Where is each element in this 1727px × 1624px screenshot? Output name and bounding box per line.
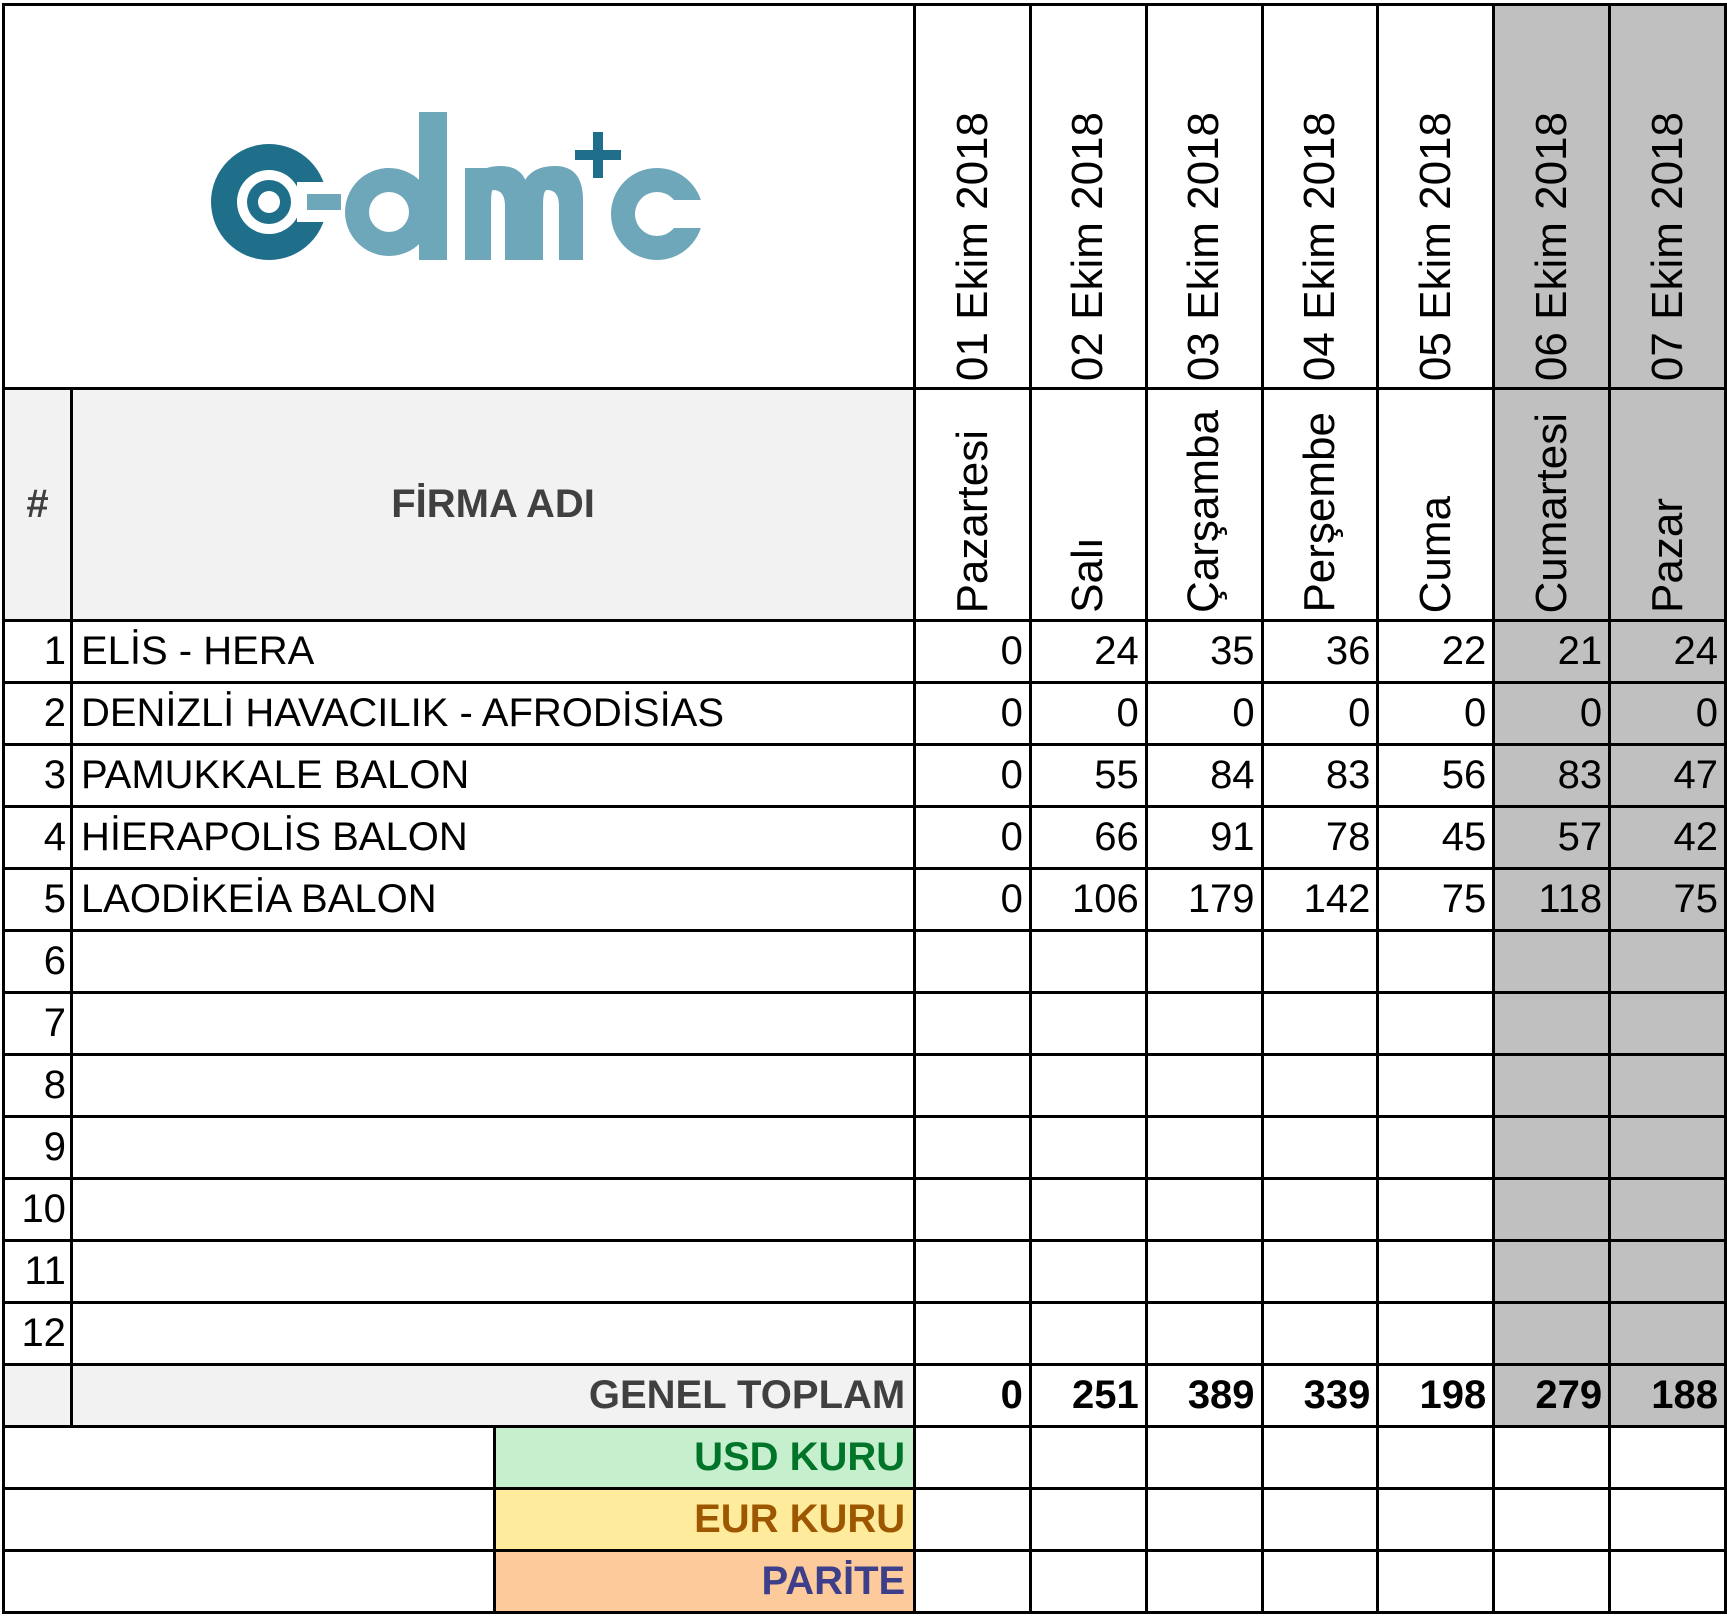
empty-cell: [4, 1427, 495, 1489]
value-cell[interactable]: [1610, 993, 1726, 1055]
spreadsheet: [2, 3, 1727, 1614]
value-cell[interactable]: [1030, 1055, 1146, 1117]
total-index-cell: [4, 1365, 72, 1427]
usd-rate-row: [4, 1427, 1726, 1489]
value-cell[interactable]: 24: [1030, 621, 1146, 683]
value-cell[interactable]: 142: [1262, 869, 1378, 931]
value-cell[interactable]: 118: [1494, 869, 1610, 931]
rate-cell[interactable]: [1494, 1551, 1610, 1613]
company-name-cell[interactable]: [71, 1055, 914, 1117]
rate-cell[interactable]: [915, 1489, 1031, 1551]
total-value: 339: [1262, 1365, 1378, 1427]
table-row: [4, 1303, 1726, 1365]
rate-cell[interactable]: [1494, 1427, 1610, 1489]
day-cell: [1030, 389, 1146, 621]
rate-cell[interactable]: [1378, 1489, 1494, 1551]
table-row: [4, 1055, 1726, 1117]
day-label: Pazartesi: [947, 429, 997, 613]
empty-cell: [4, 1551, 495, 1613]
date-cell: [1030, 5, 1146, 389]
table-row: [4, 807, 1726, 869]
rate-cell[interactable]: [1378, 1551, 1494, 1613]
date-cell: [1146, 5, 1262, 389]
rate-cell[interactable]: [1262, 1551, 1378, 1613]
value-cell[interactable]: [1146, 993, 1262, 1055]
row-index: 4: [4, 807, 72, 869]
value-cell[interactable]: [1378, 1241, 1494, 1303]
total-value: 251: [1030, 1365, 1146, 1427]
value-cell[interactable]: 83: [1494, 745, 1610, 807]
value-cell[interactable]: [1146, 1241, 1262, 1303]
company-name-cell[interactable]: ELİS - HERA: [71, 621, 914, 683]
total-row: [4, 1365, 1726, 1427]
table-row: [4, 1241, 1726, 1303]
value-cell[interactable]: 0: [1262, 683, 1378, 745]
company-name-cell[interactable]: LAODİKEİA BALON: [71, 869, 914, 931]
rate-cell[interactable]: [1610, 1489, 1726, 1551]
value-cell[interactable]: 57: [1494, 807, 1610, 869]
value-cell[interactable]: [1610, 1303, 1726, 1365]
value-cell[interactable]: [1610, 1241, 1726, 1303]
value-cell[interactable]: [1610, 931, 1726, 993]
report-table: [2, 3, 1727, 1614]
value-cell[interactable]: 55: [1030, 745, 1146, 807]
total-value: 188: [1610, 1365, 1726, 1427]
rate-cell[interactable]: [1610, 1551, 1726, 1613]
rate-cell[interactable]: [1494, 1489, 1610, 1551]
value-cell[interactable]: [1378, 1117, 1494, 1179]
value-cell[interactable]: [1494, 993, 1610, 1055]
value-cell[interactable]: 0: [915, 683, 1031, 745]
value-cell[interactable]: [1030, 931, 1146, 993]
row-index: 3: [4, 745, 72, 807]
value-cell[interactable]: [1494, 931, 1610, 993]
value-cell[interactable]: [915, 1117, 1031, 1179]
company-name-cell[interactable]: [71, 993, 914, 1055]
value-cell[interactable]: [1262, 993, 1378, 1055]
value-cell[interactable]: 47: [1610, 745, 1726, 807]
value-cell[interactable]: [1378, 993, 1494, 1055]
value-cell[interactable]: [1494, 1303, 1610, 1365]
total-value: 0: [915, 1365, 1031, 1427]
rate-cell[interactable]: [1378, 1427, 1494, 1489]
value-cell[interactable]: [1262, 1241, 1378, 1303]
value-cell[interactable]: 22: [1378, 621, 1494, 683]
row-index: 11: [4, 1241, 72, 1303]
value-cell[interactable]: 0: [1378, 683, 1494, 745]
value-cell[interactable]: [1262, 1303, 1378, 1365]
row-index: 6: [4, 931, 72, 993]
date-label: 03 Ekim 2018: [1179, 111, 1229, 381]
value-cell[interactable]: [1262, 1117, 1378, 1179]
row-index: 1: [4, 621, 72, 683]
date-cell: [1378, 5, 1494, 389]
company-name-cell[interactable]: [71, 1117, 914, 1179]
rate-cell[interactable]: [1146, 1489, 1262, 1551]
value-cell[interactable]: 0: [1494, 683, 1610, 745]
row-index: 10: [4, 1179, 72, 1241]
company-name-header: FİRMA ADI: [71, 389, 914, 621]
value-cell[interactable]: [1146, 1117, 1262, 1179]
total-value: 279: [1494, 1365, 1610, 1427]
table-row: [4, 745, 1726, 807]
value-cell[interactable]: 0: [1610, 683, 1726, 745]
company-name-cell[interactable]: PAMUKKALE BALON: [71, 745, 914, 807]
value-cell[interactable]: [915, 1179, 1031, 1241]
value-cell[interactable]: 91: [1146, 807, 1262, 869]
value-cell[interactable]: 0: [915, 869, 1031, 931]
table-row: [4, 1179, 1726, 1241]
value-cell[interactable]: [915, 1241, 1031, 1303]
value-cell[interactable]: 24: [1610, 621, 1726, 683]
logo-icon: [209, 104, 709, 284]
parity-label: PARİTE: [495, 1551, 915, 1613]
row-index: 12: [4, 1303, 72, 1365]
date-header-row: [4, 5, 1726, 389]
table-row: [4, 931, 1726, 993]
rate-cell[interactable]: [915, 1427, 1031, 1489]
rate-cell[interactable]: [1146, 1551, 1262, 1613]
value-cell[interactable]: 66: [1030, 807, 1146, 869]
value-cell[interactable]: [915, 931, 1031, 993]
value-cell[interactable]: [1610, 1055, 1726, 1117]
table-row: [4, 683, 1726, 745]
day-cell: [1378, 389, 1494, 621]
eur-rate-row: [4, 1489, 1726, 1551]
rate-cell[interactable]: [1610, 1427, 1726, 1489]
data-rows: [4, 621, 1726, 1365]
day-header-row: [4, 389, 1726, 621]
total-value: 198: [1378, 1365, 1494, 1427]
day-label: Cumartesi: [1526, 412, 1576, 613]
value-cell[interactable]: 42: [1610, 807, 1726, 869]
row-index: 9: [4, 1117, 72, 1179]
value-cell[interactable]: [1610, 1179, 1726, 1241]
value-cell[interactable]: [1610, 1117, 1726, 1179]
usd-rate-label: USD KURU: [495, 1427, 915, 1489]
day-cell-weekend: [1494, 389, 1610, 621]
value-cell[interactable]: 56: [1378, 745, 1494, 807]
value-cell[interactable]: 35: [1146, 621, 1262, 683]
date-label: 01 Ekim 2018: [947, 111, 997, 381]
value-cell[interactable]: [1262, 1055, 1378, 1117]
value-cell[interactable]: [1146, 931, 1262, 993]
parity-row: [4, 1551, 1726, 1613]
rate-cell[interactable]: [1030, 1551, 1146, 1613]
day-cell: [1262, 389, 1378, 621]
value-cell[interactable]: [915, 993, 1031, 1055]
date-label: 04 Ekim 2018: [1294, 111, 1344, 381]
value-cell[interactable]: 21: [1494, 621, 1610, 683]
value-cell[interactable]: 0: [915, 807, 1031, 869]
value-cell[interactable]: 75: [1610, 869, 1726, 931]
day-label: Cuma: [1410, 495, 1460, 613]
value-cell[interactable]: [1494, 1055, 1610, 1117]
date-label: 02 Ekim 2018: [1063, 111, 1113, 381]
row-index: 5: [4, 869, 72, 931]
day-label: Salı: [1063, 537, 1113, 613]
value-cell[interactable]: [1494, 1179, 1610, 1241]
index-header: #: [4, 389, 72, 621]
value-cell[interactable]: 0: [1030, 683, 1146, 745]
value-cell[interactable]: [1030, 1241, 1146, 1303]
day-label: Çarşamba: [1179, 410, 1229, 613]
rate-cell[interactable]: [1146, 1427, 1262, 1489]
value-cell[interactable]: [1378, 1179, 1494, 1241]
value-cell[interactable]: 83: [1262, 745, 1378, 807]
rate-cell[interactable]: [1030, 1427, 1146, 1489]
table-row: [4, 621, 1726, 683]
rate-cell[interactable]: [915, 1551, 1031, 1613]
day-cell-weekend: [1610, 389, 1726, 621]
value-cell[interactable]: 78: [1262, 807, 1378, 869]
row-index: 7: [4, 993, 72, 1055]
day-cell: [1146, 389, 1262, 621]
empty-cell: [4, 1489, 495, 1551]
date-label: 06 Ekim 2018: [1526, 111, 1576, 381]
table-row: [4, 1117, 1726, 1179]
value-cell[interactable]: 84: [1146, 745, 1262, 807]
company-name-cell[interactable]: DENİZLİ HAVACILIK - AFRODİSİAS: [71, 683, 914, 745]
value-cell[interactable]: [1030, 1179, 1146, 1241]
logo-cell: [4, 5, 915, 389]
value-cell[interactable]: 36: [1262, 621, 1378, 683]
date-label: 07 Ekim 2018: [1642, 111, 1692, 381]
day-label: Pazar: [1642, 498, 1692, 613]
value-cell[interactable]: [1494, 1117, 1610, 1179]
value-cell[interactable]: [1378, 931, 1494, 993]
value-cell[interactable]: [1030, 993, 1146, 1055]
row-index: 8: [4, 1055, 72, 1117]
value-cell[interactable]: [1378, 1055, 1494, 1117]
date-cell: [1262, 5, 1378, 389]
total-label: GENEL TOPLAM: [71, 1365, 914, 1427]
eur-rate-label: EUR KURU: [495, 1489, 915, 1551]
value-cell[interactable]: [915, 1303, 1031, 1365]
company-name-cell[interactable]: [71, 1179, 914, 1241]
table-row: [4, 993, 1726, 1055]
day-label: Perşembe: [1294, 412, 1344, 613]
value-cell[interactable]: [1030, 1117, 1146, 1179]
value-cell[interactable]: 75: [1378, 869, 1494, 931]
date-cell: [915, 5, 1031, 389]
value-cell[interactable]: 106: [1030, 869, 1146, 931]
date-cell-weekend: [1494, 5, 1610, 389]
day-cell: [915, 389, 1031, 621]
value-cell[interactable]: 0: [915, 745, 1031, 807]
date-label: 05 Ekim 2018: [1410, 111, 1460, 381]
total-value: 389: [1146, 1365, 1262, 1427]
rate-cell[interactable]: [1262, 1489, 1378, 1551]
value-cell[interactable]: 179: [1146, 869, 1262, 931]
value-cell[interactable]: [1146, 1179, 1262, 1241]
row-index: 2: [4, 683, 72, 745]
value-cell[interactable]: [1146, 1055, 1262, 1117]
value-cell[interactable]: 45: [1378, 807, 1494, 869]
value-cell[interactable]: [1030, 1303, 1146, 1365]
value-cell[interactable]: 0: [915, 621, 1031, 683]
company-name-cell[interactable]: [71, 1303, 914, 1365]
value-cell[interactable]: [1262, 1179, 1378, 1241]
date-cell-weekend: [1610, 5, 1726, 389]
value-cell[interactable]: [1262, 931, 1378, 993]
rate-cell[interactable]: [1262, 1427, 1378, 1489]
value-cell[interactable]: [1378, 1303, 1494, 1365]
table-row: [4, 869, 1726, 931]
rate-cell[interactable]: [1030, 1489, 1146, 1551]
value-cell[interactable]: 0: [1146, 683, 1262, 745]
company-name-cell[interactable]: [71, 931, 914, 993]
value-cell[interactable]: [1146, 1303, 1262, 1365]
value-cell[interactable]: [915, 1055, 1031, 1117]
company-name-cell[interactable]: HİERAPOLİS BALON: [71, 807, 914, 869]
company-name-cell[interactable]: [71, 1241, 914, 1303]
value-cell[interactable]: [1494, 1241, 1610, 1303]
